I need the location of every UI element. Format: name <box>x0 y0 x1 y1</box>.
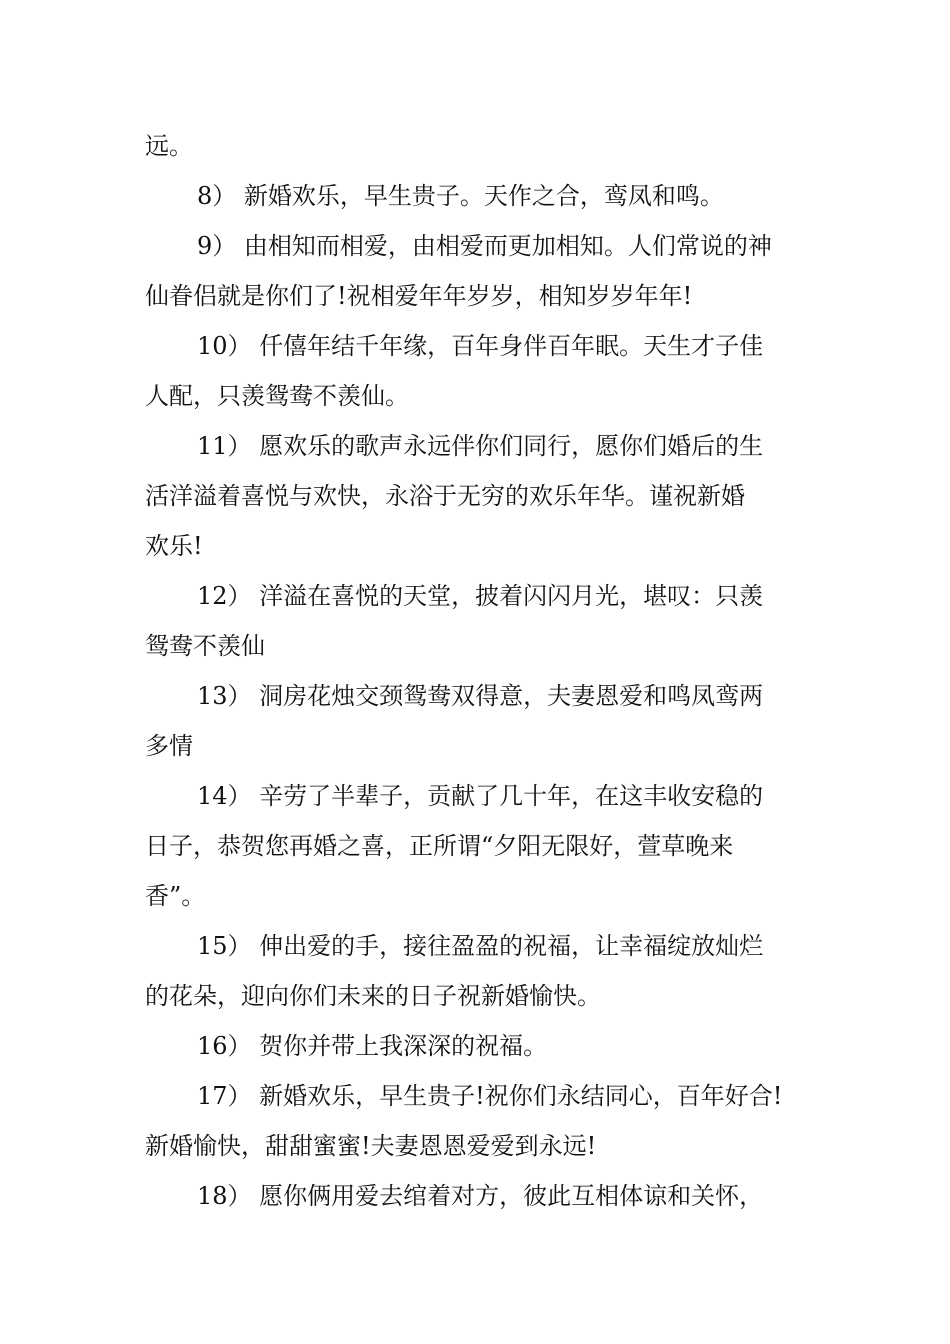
text-line: 欢乐! <box>145 532 203 560</box>
text-line: 15） 伸出爱的手，接往盈盈的祝福，让幸福绽放灿烂 <box>197 932 764 960</box>
text-line: 鸳鸯不羡仙 <box>145 632 265 660</box>
text-line: 香”。 <box>145 882 206 910</box>
text-line: 多情 <box>145 732 193 760</box>
text-line: 远。 <box>145 132 193 160</box>
text-line: 18） 愿你俩用爱去绾着对方，彼此互相体谅和关怀， <box>197 1182 764 1210</box>
text-line: 12） 洋溢在喜悦的天堂，披着闪闪月光，堪叹：只羡 <box>197 582 764 610</box>
text-line: 新婚愉快，甜甜蜜蜜!夫妻恩恩爱爱到永远! <box>145 1132 597 1160</box>
text-line: 16） 贺你并带上我深深的祝福。 <box>197 1032 548 1060</box>
text-line: 13） 洞房花烛交颈鸳鸯双得意，夫妻恩爱和鸣凤鸾两 <box>197 682 764 710</box>
text-line: 人配，只羡鸳鸯不羡仙。 <box>145 382 409 410</box>
text-line: 14） 辛劳了半辈子，贡献了几十年，在这丰收安稳的 <box>197 782 764 810</box>
text-line: 的花朵，迎向你们未来的日子祝新婚愉快。 <box>145 982 601 1010</box>
text-line: 活洋溢着喜悦与欢快，永浴于无穷的欢乐年华。谨祝新婚 <box>145 482 745 510</box>
text-line: 10） 仟僖年结千年缘，百年身伴百年眠。天生才子佳 <box>197 332 764 360</box>
text-line: 11） 愿欢乐的歌声永远伴你们同行，愿你们婚后的生 <box>197 432 764 460</box>
text-line: 8） 新婚欢乐，早生贵子。天作之合，鸾凤和鸣。 <box>197 182 724 210</box>
text-line: 日子，恭贺您再婚之喜，正所谓“夕阳无限好，萱草晚来 <box>145 832 734 860</box>
text-line: 17） 新婚欢乐，早生贵子!祝你们永结同心，百年好合! <box>197 1082 783 1110</box>
text-line: 9） 由相知而相爱，由相爱而更加相知。人们常说的神 <box>197 232 772 260</box>
text-line: 仙眷侣就是你们了!祝相爱年年岁岁，相知岁岁年年! <box>145 282 693 310</box>
document-body <box>145 121 815 1221</box>
